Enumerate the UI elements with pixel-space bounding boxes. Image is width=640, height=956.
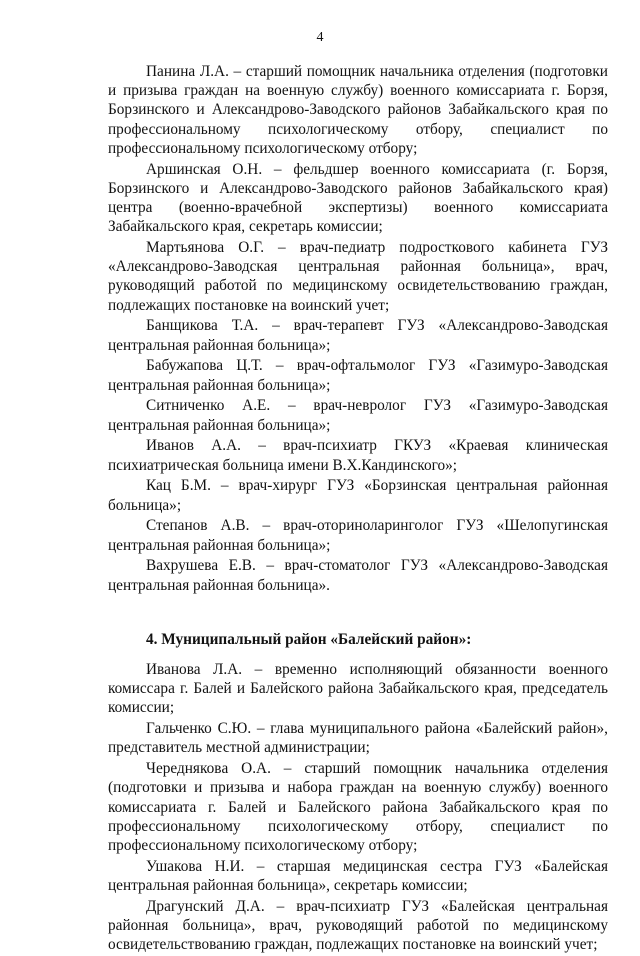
member-entry-stepanov: Степанов А.В. – врач-оториноларинголог ГУЗ «Шелопугинская центральная районная больница»; [108, 517, 608, 554]
member-entry-ivanov: Иванов А.А. – врач-психиатр ГКУЗ «Краевая клиническая психиатрическая больница имени В.Х.Кандинского»; [108, 437, 608, 474]
document-body [108, 62, 608, 956]
member-entry-ushakova: Ушакова Н.И. – старшая медицинская сестра ГУЗ «Балейская центральная районная больница», секретарь комиссии; [108, 857, 608, 895]
member-entry-dragunsky: Драгунский Д.А. – врач-психиатр ГУЗ «Балейская центральная районная больница», врач, руководящий работой по медицинскому освидетельствованию граждан, подлежащих постановке на воинский учет; [108, 897, 608, 954]
member-entry-galchenko: Гальченко С.Ю. – глава муниципального района «Балейский район», представитель местной администрации; [108, 720, 608, 757]
member-entry-ivanova: Иванова Л.А. – временно исполняющий обязанности военного комиссара г. Балей и Балейского района Забайкальского края, председатель комиссии; [108, 661, 608, 717]
member-entry-cherednyakova: Чередняковa О.А. – старший помощник начальника отделения (подготовки и призыва и набора граждан на военную службу) военного комиссариата г. Балей и Балейского района Забайкальского края по профессиональному психологическому отбору, специалист по профессиональному психологическому отбору; [108, 760, 608, 855]
section-heading: 4. Муниципальный район «Балейский район»: [146, 630, 472, 648]
member-entry-panina: Панина Л.А. – старший помощник начальника отделения (подготовки и призыва граждан на военную службу) военного комиссариата г. Борзя, Борзинского и Александрово-Заводского районов Забайкальского края по профессиональному психологическому отбору, специалист по профессиональному психологическому отбору; [108, 63, 608, 157]
member-entry-babuzhapova: Бабужапова Ц.Т. – врач-офтальмолог ГУЗ «Газимуро-Заводская центральная районная больница»; [108, 357, 608, 394]
member-entry-martyanova: Мартьянова О.Г. – врач-педиатр подросткового кабинета ГУЗ «Александрово-Заводская центральная районная больница», врач, руководящий работой по медицинскому освидетельствованию граждан, подлежащих постановке на воинский учет; [108, 239, 608, 314]
member-entry-arshinskaya: Аршинская О.Н. – фельдшер военного комиссариата (г. Борзя, Борзинского и Александрово-Заводского районов Забайкальского края) центра (военно-врачебной экспертизы) военного комиссариата Забайкальского края, секретарь комиссии; [108, 160, 608, 236]
member-entry-kats: Кац Б.М. – врач-хирург ГУЗ «Борзинская центральная районная больница»; [108, 477, 608, 514]
member-entry-banshchikova: Банщикова Т.А. – врач-терапевт ГУЗ «Александрово-Заводская центральная районная больница»; [108, 317, 608, 354]
page-number: 4 [316, 30, 324, 45]
member-entry-sitnichenko: Ситниченко А.Е. – врач-невролог ГУЗ «Газимуро-Заводская центральная районная больница»; [108, 397, 608, 434]
member-entry-vakhrusheva: Вахрушева Е.В. – врач-стоматолог ГУЗ «Александрово-Заводская центральная районная больница». [108, 557, 608, 594]
